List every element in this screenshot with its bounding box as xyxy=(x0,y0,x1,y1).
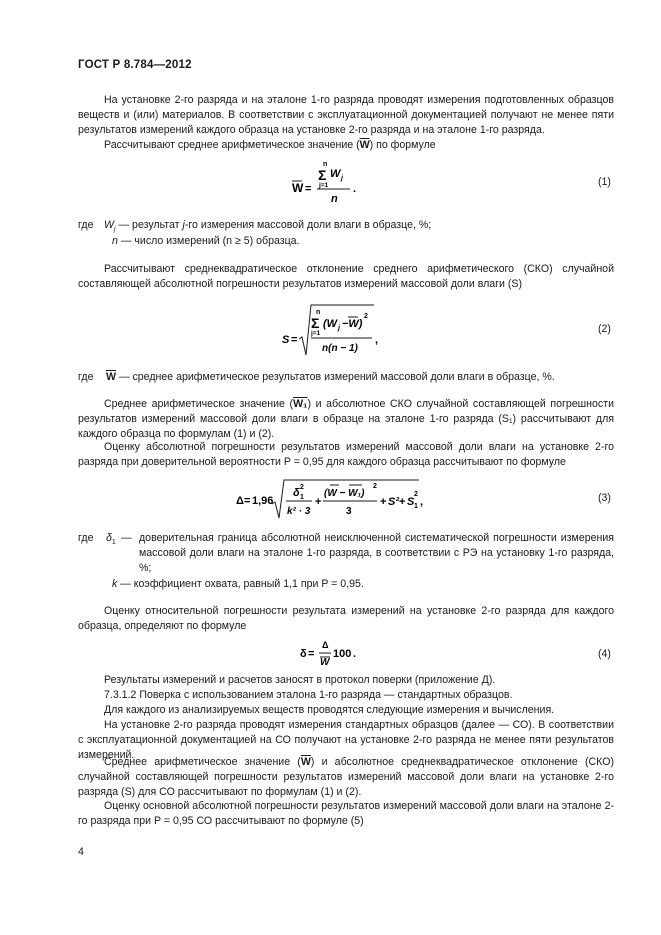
legend-wj-sym: W xyxy=(104,219,114,231)
page-header: ГОСТ Р 8.784—2012 xyxy=(78,59,192,71)
legend-delta-dash: — xyxy=(121,532,132,544)
f3-plus-2: + xyxy=(380,496,387,508)
f3-comma: , xyxy=(420,496,424,508)
f4-dot: . xyxy=(353,648,357,660)
paragraph-7: Результаты измерений и расчетов заносят в протокол поверки (приложение Д). xyxy=(104,674,496,686)
legend-delta-sym: δ xyxy=(106,532,112,544)
f1-dot: . xyxy=(353,183,357,195)
p4-symbol: W₁ xyxy=(293,398,308,410)
f2-sum-top: n xyxy=(316,309,321,316)
legend-delta-sub: 1 xyxy=(111,539,116,547)
f1-sum: Σ xyxy=(318,167,327,183)
paragraph-4 xyxy=(78,397,614,442)
p2-symbol: $\overline{W}$ xyxy=(359,139,370,151)
legend-wbar-dash: — xyxy=(116,371,133,383)
legend-wj-text-post: -го измерения массовой доли влаги в образце, %; xyxy=(184,219,432,231)
paragraph-5: Оценку абсолютной погрешности результатов измерений массовой доли влаги на установке 2-го разряда при доверительной вероятности P = 0,95 для каждого образца рассчитывают по формуле xyxy=(78,441,614,468)
f3-t2-pow: 2 xyxy=(373,483,377,490)
p2-post: ) по формуле xyxy=(369,139,436,151)
paragraph-6: Оценку относительной погрешности результата измерений на установке 2-го разряда для каждого образца, определяют по формуле xyxy=(78,605,614,632)
f1-sum-bottom: j=1 xyxy=(319,182,329,189)
legend-delta-symbol xyxy=(106,531,116,550)
f2-sum: Σ xyxy=(311,315,320,331)
legend-where-2: где xyxy=(78,371,94,383)
paragraph-8: 7.3.1.2 Поверка с использованием эталона 1-го разряда — стандартных образцов. xyxy=(104,689,513,701)
f4-num: Δ xyxy=(322,640,329,650)
f3-t1-pow: 2 xyxy=(300,484,304,491)
f4-factor: 100 xyxy=(333,648,352,660)
p4-post: ) и абсолютное СКО случайной составляющей погрешности результатов измерений массовой доли влаги в образце на эталоне 1-го разряда (S₁) рассчитывают для каждого образца по формулам (1) и (2). xyxy=(78,398,614,440)
paragraph-1: На установке 2-го разряда и на эталоне 1-го разряда проводят измерения подготовленных образцов веществ и (или) материалов. В соответствии с эксплуатационной документацией получают не менее пяти результатов измерений каждого образца на установке 2-го разряда и на эталоне 1-го разряда. xyxy=(78,94,614,136)
f1-sum-top: n xyxy=(323,161,328,168)
f2-lhs: S xyxy=(282,334,290,346)
legend-k-text: коэффициент охвата, равный 1,1 при P = 0,95. xyxy=(133,578,364,590)
legend-where-1: где xyxy=(78,219,94,231)
p11-pre: Среднее арифметическое значение ( xyxy=(104,756,301,768)
formula-1-number: (1) xyxy=(598,176,611,188)
legend-wj-sub: j xyxy=(114,226,116,234)
paragraph-2 xyxy=(78,138,614,153)
f1-term: W xyxy=(330,168,341,180)
page-number: 4 xyxy=(78,846,84,858)
f3-coef: 1,96 xyxy=(252,495,274,507)
f3-t3: S² xyxy=(388,496,399,508)
f3-t4: S xyxy=(407,496,415,508)
formula-2-number: (2) xyxy=(598,323,611,335)
f2-power: 2 xyxy=(364,313,368,320)
formula-4 xyxy=(300,636,370,672)
legend-wbar-sym: $\overline{W}$ xyxy=(106,371,116,383)
legend-k xyxy=(112,577,364,592)
f1-term-sub: j xyxy=(341,175,343,182)
f3-eq: = xyxy=(244,495,251,507)
formula-3-number: (3) xyxy=(598,492,611,504)
f3-plus-1: + xyxy=(315,496,322,508)
f2-term-rest: −W) xyxy=(342,318,363,330)
legend-k-sym: k xyxy=(112,578,118,590)
legend-wj-jvar: j xyxy=(182,219,185,231)
p11-post: ) и абсолютное среднеквадратическое отклонение (СКО) случайной составляющей погрешности результатов измерений массовой доли влаги на установке 2-го разряда (S) для СО рассчитывают по формулам (1) и (2). xyxy=(78,756,614,798)
paragraph-9: Для каждого из анализируемых веществ проводятся следующие измерения и вычисления. xyxy=(104,704,555,716)
f1-den: n xyxy=(331,193,338,205)
f2-den: n(n − 1) xyxy=(322,343,358,354)
f3-t2-den: 3 xyxy=(346,506,352,517)
f3-t4-sub: 1 xyxy=(414,503,418,510)
legend-where-3: где xyxy=(78,532,94,544)
f2-term: (W xyxy=(323,318,338,330)
formula-1 xyxy=(292,158,382,208)
paragraph-12: Оценку основной абсолютной погрешности результатов измерений массовой доли влаги на эталоне 2-го разряда при P = 0,95 СО рассчитывают по формуле (5) xyxy=(78,800,614,827)
legend-k-dash: — xyxy=(117,578,134,590)
f3-t1-sub: 1 xyxy=(300,494,304,501)
f3-t2-num: (W − W₁) xyxy=(324,488,365,499)
f3-t1-den: k² · 3 xyxy=(287,506,311,517)
formula-2 xyxy=(282,301,382,359)
f3-t4-pow: 2 xyxy=(414,491,418,498)
f1-eq: = xyxy=(305,183,312,195)
paragraph-3: Рассчитывают среднеквадратическое отклонение среднего арифметического (СКО) случайной составляющей абсолютной погрешности результатов измерений массовой доли влаги (S) xyxy=(78,263,614,290)
p11-symbol: $\overline{W}$ xyxy=(300,756,311,768)
legend-n xyxy=(112,234,300,249)
f1-lhs: W xyxy=(292,181,304,195)
f2-sum-bottom: j=1 xyxy=(311,330,321,337)
legend-delta-text: доверительная граница абсолютной неисключенной систематической погрешности измерения массовой доли влаги на эталоне 1-го разряда, в соответствии с РЭ на установку 1-го разряда, %; xyxy=(139,532,614,574)
formula-4-number: (4) xyxy=(598,648,611,660)
formula-3 xyxy=(236,474,426,522)
legend-wj-text-pre: результат xyxy=(132,219,183,231)
p4-pre: Среднее арифметическое значение ( xyxy=(104,398,294,410)
legend-wj-dash: — xyxy=(115,219,133,231)
f3-t1-num: δ xyxy=(293,487,300,499)
legend-wbar-text: среднее арифметическое результатов измерений массовой доли влаги в образце, %. xyxy=(132,371,555,383)
legend-n-dash: — xyxy=(117,235,135,247)
paragraph-10: На установке 2-го разряда проводят измерения стандартных образцов (далее — СО). В соответствии с эксплуатационной документацией на СО получают на установке 2-го разряда не менее пяти результатов измерений. xyxy=(78,719,614,761)
legend-wbar xyxy=(106,370,555,385)
f4-eq: = xyxy=(308,648,315,660)
paragraph-11 xyxy=(78,755,614,800)
f2-term-sub: j xyxy=(338,325,340,332)
f2-eq: = xyxy=(291,334,298,346)
p2-pre: Рассчитывают среднее арифметическое значение ( xyxy=(104,139,360,151)
f2-comma: , xyxy=(375,334,379,346)
f3-plus-3: + xyxy=(399,496,406,508)
legend-n-text: число измерений (n ≥ 5) образца. xyxy=(134,235,300,247)
f4-lhs: δ xyxy=(300,648,307,660)
f4-den: W xyxy=(320,657,330,668)
legend-n-sym: n xyxy=(112,235,118,247)
f3-lhs: Δ xyxy=(236,495,244,507)
